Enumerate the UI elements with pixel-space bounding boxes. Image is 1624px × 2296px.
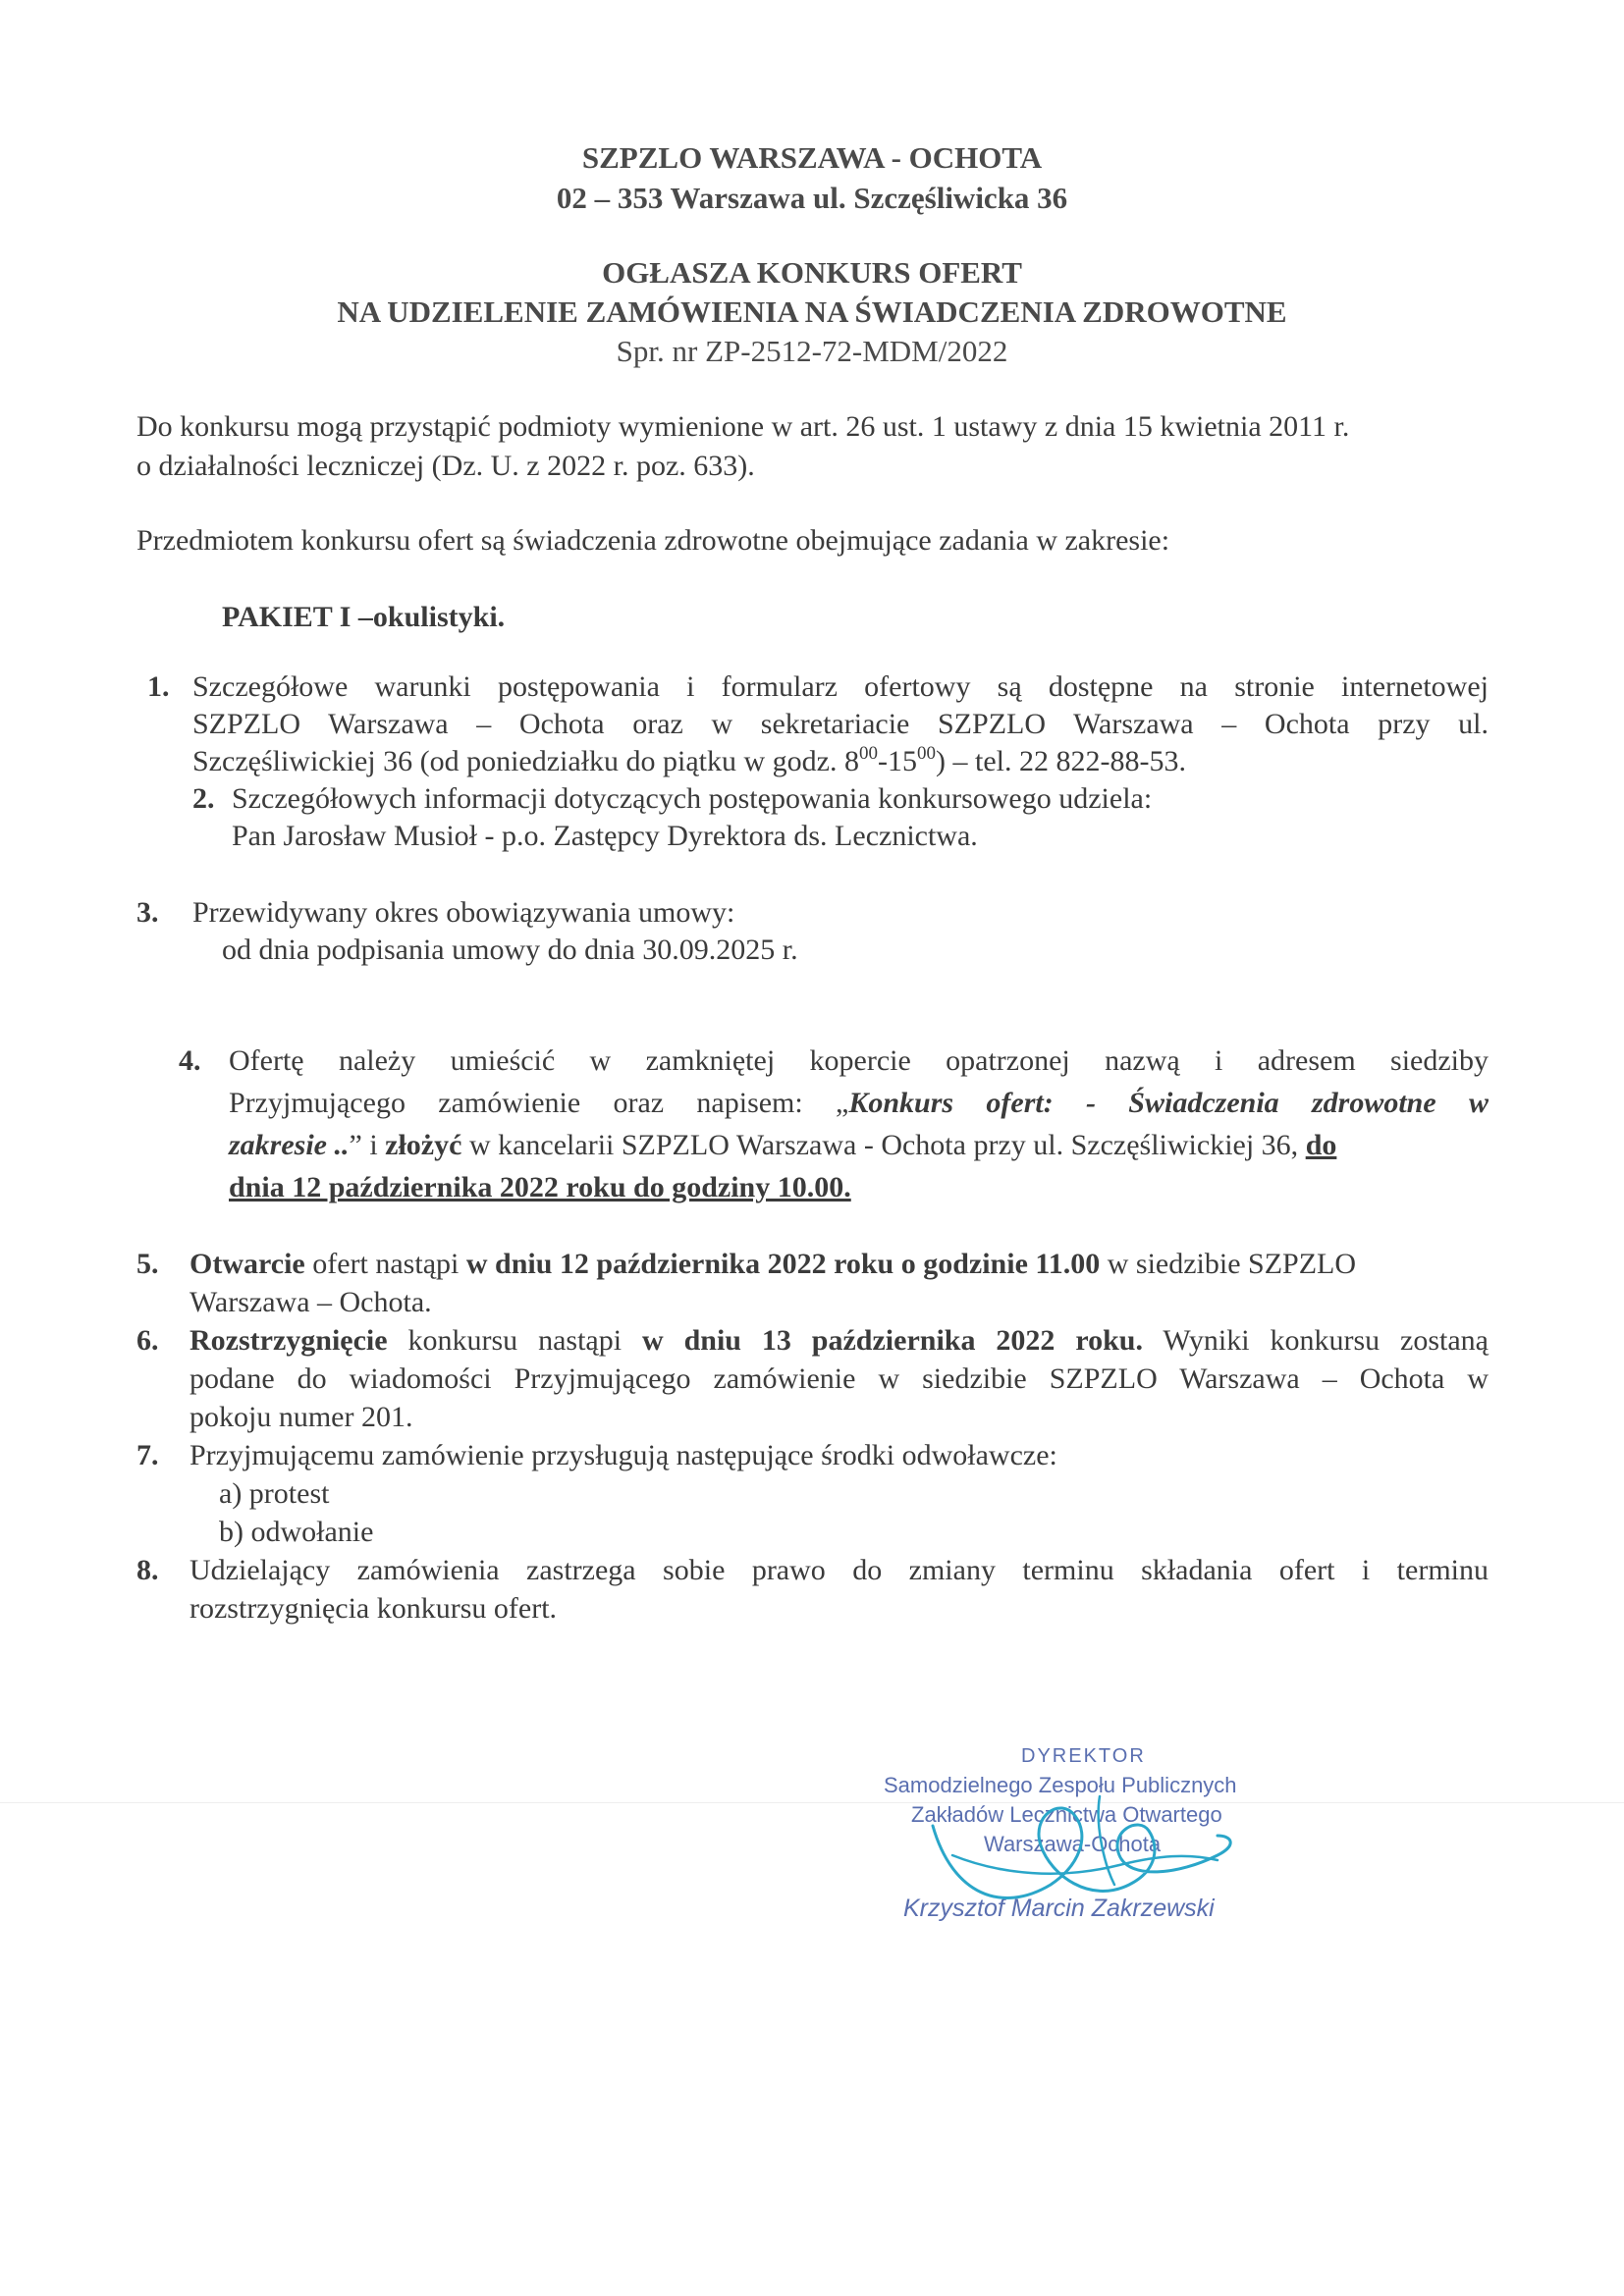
item-6-line-1: Rozstrzygnięcie konkursu nastąpi w dniu 13 października 2022 roku. Wyniki konkursu zostaną	[189, 1324, 1489, 1357]
case-reference: Spr. nr ZP-2512-72-MDM/2022	[616, 334, 1008, 368]
item-1-line-2: SZPZLO Warszawa – Ochota oraz w sekretariacie SZPZLO Warszawa – Ochota przy ul.	[192, 708, 1489, 740]
item-1-line-1: Szczegółowe warunki postępowania i formularz ofertowy są dostępne na stronie internetowej	[192, 670, 1489, 703]
stamp-line-4: Warszawa-Ochota	[984, 1832, 1162, 1856]
announcement-subtitle: NA UDZIELENIE ZAMÓWIENIA NA ŚWIADCZENIA ZDROWOTNE	[337, 294, 1287, 329]
item-6-number: 6.	[136, 1324, 159, 1357]
announcement-title: OGŁASZA KONKURS OFERT	[602, 255, 1022, 290]
item-8-line-2: rozstrzygnięcia konkursu ofert.	[189, 1592, 558, 1625]
item-7-line-1: Przyjmującemu zamówienie przysługują następujące środki odwoławcze:	[189, 1439, 1057, 1471]
item-6-line-2: podane do wiadomości Przyjmującego zamówienie w siedzibie SZPZLO Warszawa – Ochota w	[189, 1362, 1489, 1395]
intro-line-1: Do konkursu mogą przystąpić podmioty wymienione w art. 26 ust. 1 ustawy z dnia 15 kwietnia 2011 r.	[136, 410, 1350, 443]
item-4-deadline: dnia 12 października 2022 roku do godziny 10.00.	[229, 1171, 851, 1203]
org-address: 02 – 353 Warszawa ul. Szczęśliwicka 36	[556, 181, 1068, 215]
item-7-option-a: a) protest	[219, 1477, 330, 1510]
item-5-line-1: Otwarcie ofert nastąpi w dniu 12 października 2022 roku o godzinie 11.00 w siedzibie SZPZLO	[189, 1248, 1357, 1280]
intro-line-2: o działalności leczniczej (Dz. U. z 2022 r. poz. 633).	[136, 450, 755, 482]
stamp-line-3: Zakładów Lecznictwa Otwartego	[911, 1802, 1222, 1827]
item-5-number: 5.	[136, 1248, 159, 1280]
org-name: SZPZLO WARSZAWA - OCHOTA	[581, 140, 1043, 175]
item-8-number: 8.	[136, 1554, 159, 1586]
stamp-line-title: DYREKTOR	[1021, 1745, 1146, 1767]
item-4-line-3: zakresie ..” i złożyć w kancelarii SZPZLO Warszawa - Ochota przy ul. Szczęśliwickiej 36, do	[229, 1129, 1337, 1161]
item-3-line-2: od dnia podpisania umowy do dnia 30.09.2025 r.	[222, 934, 798, 966]
package-name: PAKIET I –okulistyki.	[222, 601, 506, 633]
handwritten-signature	[864, 1737, 1326, 1993]
item-2-line-2: Pan Jarosław Musioł - p.o. Zastępcy Dyrektora ds. Lecznictwa.	[232, 820, 978, 852]
scan-artifact-line	[0, 1802, 1624, 1803]
item-4-line-1: Ofertę należy umieścić w zamkniętej kopercie opatrzonej nazwą i adresem siedziby	[229, 1044, 1489, 1077]
item-2-number: 2.	[192, 782, 215, 815]
item-2-line-1: Szczegółowych informacji dotyczących postępowania konkursowego udziela:	[232, 782, 1153, 815]
item-6-line-3: pokoju numer 201.	[189, 1401, 413, 1433]
item-3-line-1: Przewidywany okres obowiązywania umowy:	[192, 896, 735, 929]
item-4-number: 4.	[179, 1044, 201, 1077]
stamp-signer-name: Krzysztof Marcin Zakrzewski	[903, 1895, 1215, 1922]
stamp-line-2: Samodzielnego Zespołu Publicznych	[884, 1773, 1237, 1797]
item-8-line-1: Udzielający zamówienia zastrzega sobie prawo do zmiany terminu składania ofert i terminu	[189, 1554, 1489, 1586]
item-1-number: 1.	[147, 670, 170, 703]
item-7-option-b: b) odwołanie	[219, 1516, 374, 1548]
item-4-line-2: Przyjmującego zamówienie oraz napisem: „Konkurs ofert: - Świadczenia zdrowotne w	[229, 1087, 1489, 1119]
director-stamp	[864, 1737, 1326, 1993]
item-7-number: 7.	[136, 1439, 159, 1471]
subject-statement: Przedmiotem konkursu ofert są świadczenia zdrowotne obejmujące zadania w zakresie:	[136, 524, 1170, 557]
item-5-line-2: Warszawa – Ochota.	[189, 1286, 432, 1318]
item-1-line-3: Szczęśliwickiej 36 (od poniedziałku do piątku w godz. $8^{00}-15^{00}$) – tel. 22 822-88-53.	[192, 743, 1186, 777]
item-3-number: 3.	[136, 896, 159, 929]
